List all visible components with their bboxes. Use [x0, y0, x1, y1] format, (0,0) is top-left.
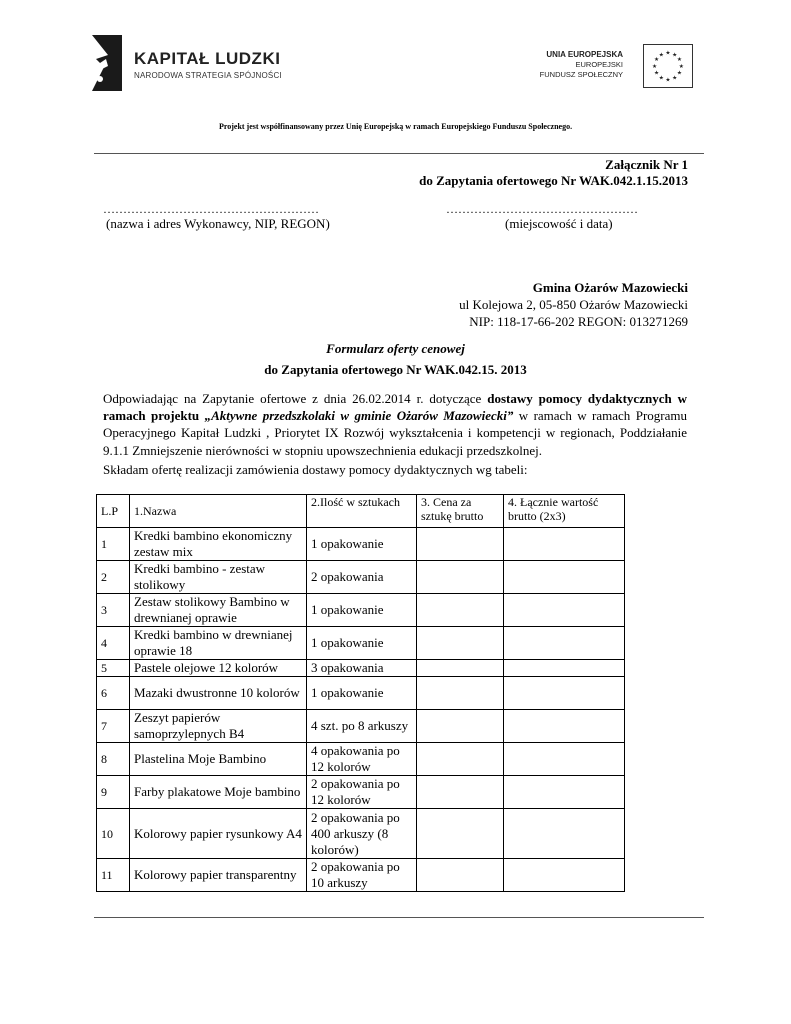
recipient-address: ul Kolejowa 2, 05-850 Ożarów Mazowiecki [459, 297, 688, 312]
row-lp: 3 [97, 594, 130, 627]
row-lp: 11 [97, 859, 130, 892]
row-lp: 6 [97, 677, 130, 710]
row-quantity: 4 opakowania po 12 kolorów [307, 743, 417, 776]
intro-text: Odpowiadając na Zapytanie ofertowe z dnia 26.02.2014 r. dotyczące [103, 391, 488, 406]
row-lp: 7 [97, 710, 130, 743]
row-lp: 8 [97, 743, 130, 776]
row-unit-price[interactable] [417, 776, 504, 809]
intro-rest: w ramach w ramach Programu Operacyjnego Kapitał Ludzki , Priorytet IX Rozwój wykształcenia i kompetencji w regionach, Poddziałanie 9.1.1 Zmniejszenie nierówności w stopniu upowszechnienia edukacji przedszkolnej. [103, 408, 687, 458]
table-row [97, 859, 625, 892]
row-unit-price[interactable] [417, 594, 504, 627]
svg-text:★: ★ [676, 70, 683, 77]
svg-text:★: ★ [678, 63, 684, 70]
place-date-label: (miejscowość i data) [505, 216, 613, 231]
row-quantity: 4 szt. po 8 arkuszy [307, 710, 417, 743]
intro-paragraph [103, 390, 687, 459]
row-lp: 4 [97, 627, 130, 660]
header-lp: L.P [97, 495, 130, 528]
row-unit-price[interactable] [417, 660, 504, 677]
eu-text [540, 50, 623, 80]
kl-subtitle: NARODOWA STRATEGIA SPÓJNOŚCI [134, 71, 282, 80]
intro-offer-line: Składam ofertę realizacji zamówienia dostawy pomocy dydaktycznych wg tabeli: [103, 462, 528, 477]
form-title: Formularz oferty cenowej [326, 341, 465, 356]
row-total[interactable] [504, 660, 625, 677]
row-lp: 10 [97, 809, 130, 859]
header-unit-price: 3. Cena za sztukę brutto [417, 495, 504, 528]
kapital-ludzki-logo [88, 33, 288, 93]
row-quantity: 1 opakowanie [307, 627, 417, 660]
row-unit-price[interactable] [417, 627, 504, 660]
svg-text:★: ★ [672, 52, 678, 59]
row-lp: 5 [97, 660, 130, 677]
row-name: Kredki bambino w drewnianej oprawie 18 [130, 627, 307, 660]
recipient-ids: NIP: 118-17-66-202 REGON: 013271269 [469, 314, 688, 329]
table-row [97, 677, 625, 710]
row-quantity: 2 opakowania po 400 arkuszy (8 kolorów) [307, 809, 417, 859]
svg-text:★: ★ [652, 63, 658, 70]
svg-text:★: ★ [665, 77, 671, 84]
eu-logo [537, 44, 693, 89]
row-total[interactable] [504, 677, 625, 710]
svg-text:★: ★ [658, 75, 664, 82]
header-total: 4. Łącznie wartość brutto (2x3) [504, 495, 625, 528]
row-unit-price[interactable] [417, 561, 504, 594]
row-quantity: 2 opakowania [307, 561, 417, 594]
svg-text:★: ★ [653, 57, 660, 64]
row-lp: 2 [97, 561, 130, 594]
svg-text:★: ★ [672, 75, 678, 82]
recipient-block [459, 279, 688, 330]
table-row [97, 710, 625, 743]
contractor-label: (nazwa i adres Wykonawcy, NIP, REGON) [106, 216, 330, 231]
kapital-ludzki-mark-icon [88, 33, 124, 93]
row-unit-price[interactable] [417, 859, 504, 892]
header-name: 1.Nazwa [130, 495, 307, 528]
kl-title: KAPITAŁ LUDZKI [134, 49, 281, 68]
offer-table [96, 494, 625, 892]
row-name: Kolorowy papier transparentny [130, 859, 307, 892]
row-quantity: 1 opakowanie [307, 528, 417, 561]
place-date-fill-line: ………………………………………… [446, 202, 638, 216]
top-divider [94, 153, 704, 154]
row-name: Zestaw stolikowy Bambino w drewnianej oprawie [130, 594, 307, 627]
row-quantity: 3 opakowania [307, 660, 417, 677]
row-quantity: 2 opakowania po 10 arkuszy [307, 859, 417, 892]
annex-line1: Załącznik Nr 1 [605, 157, 688, 172]
table-row [97, 561, 625, 594]
contractor-fill-line: ……………………………………………… [103, 202, 319, 216]
row-name: Farby plakatowe Moje bambino [130, 776, 307, 809]
row-unit-price[interactable] [417, 677, 504, 710]
row-total[interactable] [504, 627, 625, 660]
svg-text:★: ★ [658, 52, 664, 59]
row-total[interactable] [504, 859, 625, 892]
row-total[interactable] [504, 594, 625, 627]
bottom-divider [94, 917, 704, 918]
row-name: Plastelina Moje Bambino [130, 743, 307, 776]
intro-bold: dostawy pomocy dydaktycznych w ramach projektu [103, 391, 688, 424]
table-row [97, 627, 625, 660]
svg-text:★: ★ [676, 57, 683, 64]
header-quantity: 2.Ilość w sztukach [307, 495, 417, 528]
row-total[interactable] [504, 776, 625, 809]
row-unit-price[interactable] [417, 528, 504, 561]
table-row [97, 743, 625, 776]
row-quantity: 1 opakowanie [307, 677, 417, 710]
annex-line2: do Zapytania ofertowego Nr WAK.042.1.15.2013 [419, 173, 688, 188]
eu-line3: FUNDUSZ SPOŁECZNY [539, 70, 623, 79]
eu-line2: EUROPEJSKI [575, 60, 623, 69]
row-lp: 9 [97, 776, 130, 809]
cofinance-note: Projekt jest współfinansowany przez Unię Europejską w ramach Europejskiego Funduszu Społecznego. [218, 122, 573, 131]
row-quantity: 2 opakowania po 12 kolorów [307, 776, 417, 809]
row-name: Kredki bambino - zestaw stolikowy [130, 561, 307, 594]
row-unit-price[interactable] [417, 743, 504, 776]
row-name: Mazaki dwustronne 10 kolorów [130, 677, 307, 710]
table-row [97, 528, 625, 561]
table-row [97, 776, 625, 809]
row-unit-price[interactable] [417, 710, 504, 743]
row-total[interactable] [504, 710, 625, 743]
row-lp: 1 [97, 528, 130, 561]
row-total[interactable] [504, 743, 625, 776]
svg-text:★: ★ [665, 50, 671, 57]
row-total[interactable] [504, 561, 625, 594]
form-subtitle: do Zapytania ofertowego Nr WAK.042.15. 2013 [264, 362, 527, 377]
table-row [97, 594, 625, 627]
eu-line1: UNIA EUROPEJSKA [546, 50, 623, 59]
row-name: Kredki bambino ekonomiczny zestaw mix [130, 528, 307, 561]
row-total[interactable] [504, 528, 625, 561]
annex-header [419, 157, 688, 189]
table-row [97, 660, 625, 677]
row-unit-price[interactable] [417, 809, 504, 859]
project-name: „Aktywne przedszkolaki w gminie Ożarów Mazowiecki” [204, 408, 514, 424]
row-quantity: 1 opakowanie [307, 594, 417, 627]
row-name: Kolorowy papier rysunkowy A4 [130, 809, 307, 859]
svg-text:★: ★ [653, 70, 660, 77]
row-name: Pastele olejowe 12 kolorów [130, 660, 307, 677]
recipient-name: Gmina Ożarów Mazowiecki [532, 280, 688, 295]
table-header-row [97, 495, 625, 528]
row-name: Zeszyt papierów samoprzylepnych B4 [130, 710, 307, 743]
row-total[interactable] [504, 809, 625, 859]
eu-flag-icon [643, 44, 693, 88]
table-row [97, 809, 625, 859]
